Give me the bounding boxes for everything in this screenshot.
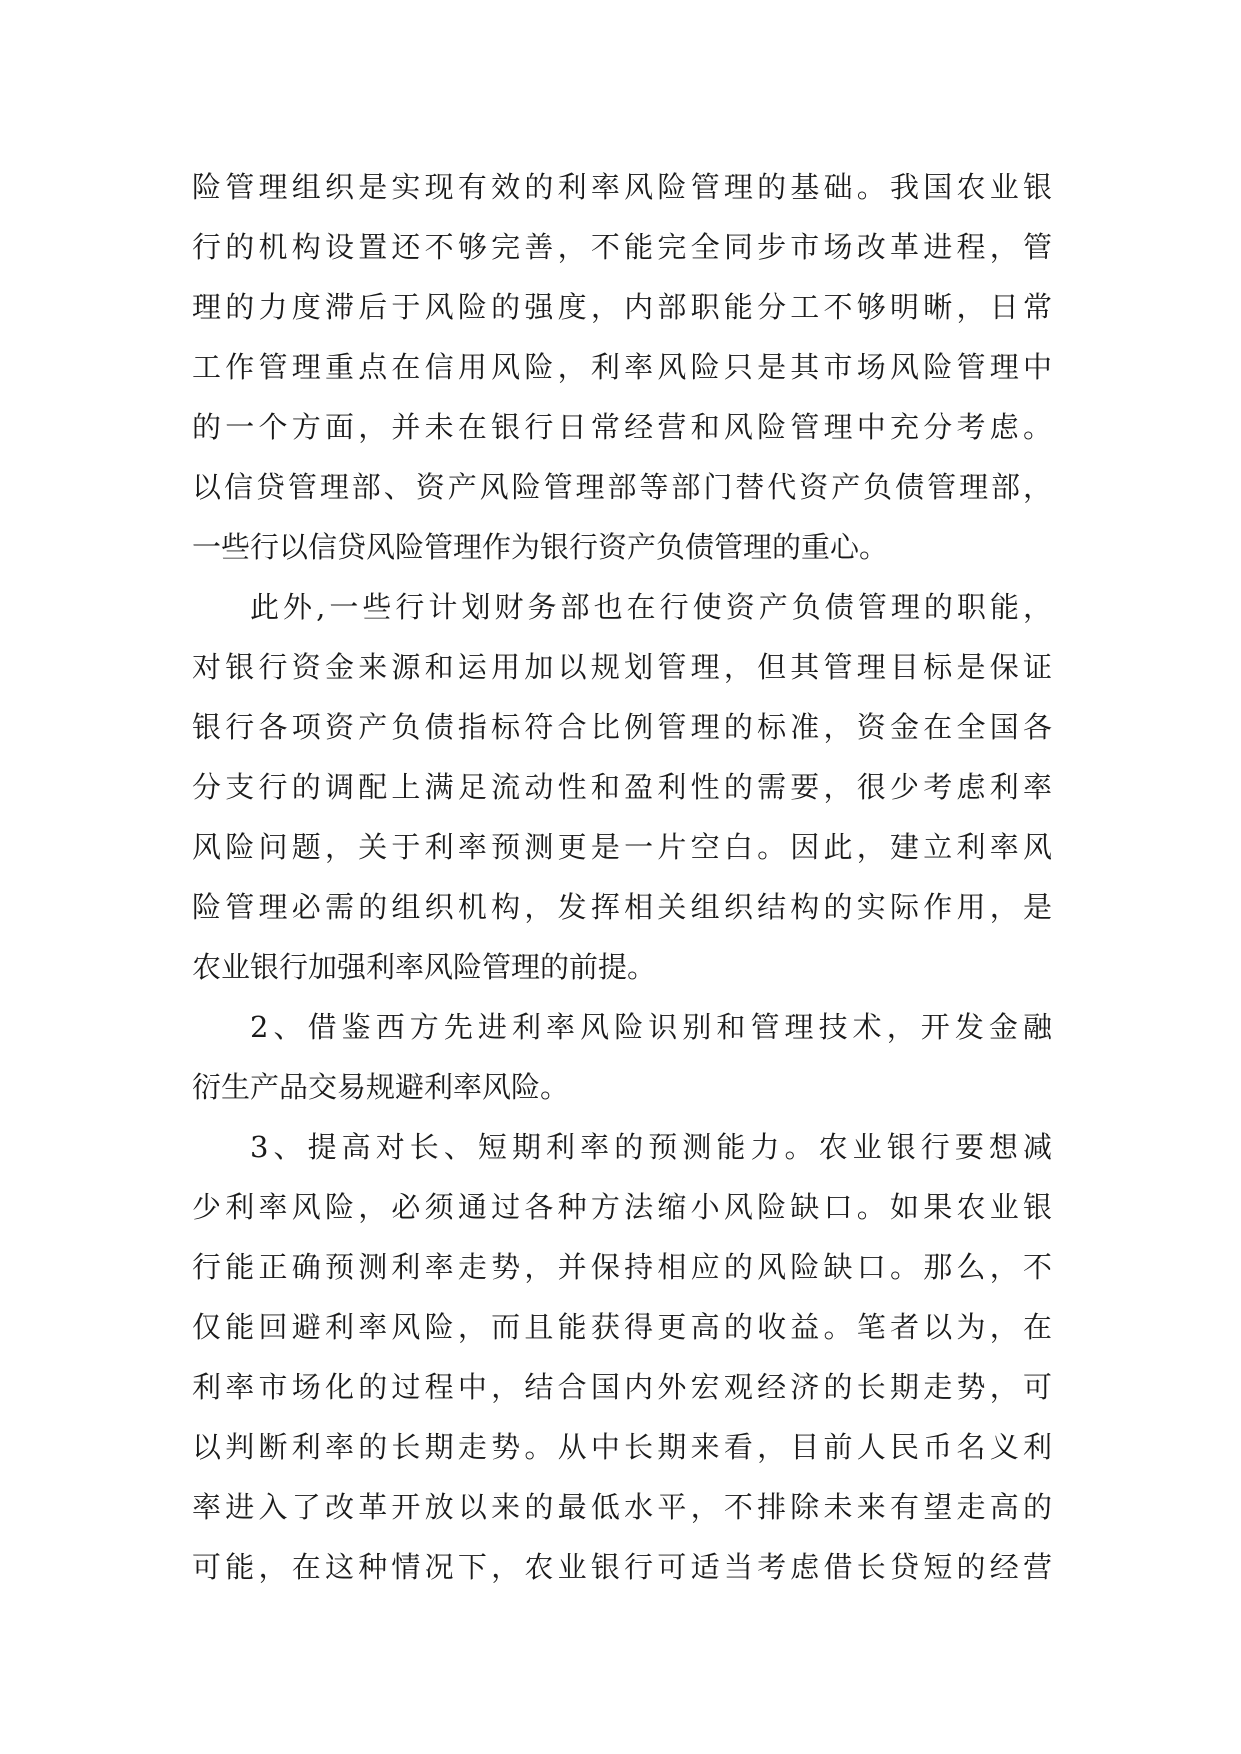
text-line: 少利率风险，必须通过各种方法缩小风险缺口。如果农业银: [192, 1190, 1052, 1224]
text-line: 风险问题，关于利率预测更是一片空白。因此，建立利率风: [192, 830, 1052, 864]
text-line: 对银行资金来源和运用加以规划管理，但其管理目标是保证: [192, 650, 1052, 684]
text-line: 险管理组织是实现有效的利率风险管理的基础。我国农业银: [192, 170, 1052, 204]
text-line: 可能，在这种情况下，农业银行可适当考虑借长贷短的经营: [192, 1550, 1052, 1584]
text-line: 分支行的调配上满足流动性和盈利性的需要，很少考虑利率: [192, 770, 1052, 804]
text-line: 以判断利率的长期走势。从中长期来看，目前人民币名义利: [192, 1430, 1052, 1464]
text-line: 银行各项资产负债指标符合比例管理的标准，资金在全国各: [192, 710, 1052, 744]
text-line: 一些行以信贷风险管理作为银行资产负债管理的重心。: [192, 530, 889, 564]
text-line: 利率市场化的过程中，结合国内外宏观经济的长期走势，可: [192, 1370, 1052, 1404]
text-line: 2、借鉴西方先进利率风险识别和管理技术，开发金融: [250, 1010, 1052, 1044]
text-line: 行能正确预测利率走势，并保持相应的风险缺口。那么，不: [192, 1250, 1052, 1284]
text-line: 3、提高对长、短期利率的预测能力。农业银行要想减: [250, 1130, 1052, 1164]
body-text: [192, 157, 1052, 1597]
text-line: 衍生产品交易规避利率风险。: [192, 1070, 570, 1104]
text-line: 工作管理重点在信用风险，利率风险只是其市场风险管理中: [192, 350, 1052, 384]
text-line: 险管理必需的组织机构，发挥相关组织结构的实际作用，是: [192, 890, 1052, 924]
text-line: 仅能回避利率风险，而且能获得更高的收益。笔者以为，在: [192, 1310, 1052, 1344]
text-line: 以信贷管理部、资产风险管理部等部门替代资产负债管理部，: [192, 470, 1052, 504]
text-line: 率进入了改革开放以来的最低水平，不排除未来有望走高的: [192, 1490, 1052, 1524]
text-line: 的一个方面，并未在银行日常经营和风险管理中充分考虑。: [192, 410, 1052, 444]
text-line: 农业银行加强利率风险管理的前提。: [192, 950, 657, 984]
text-line: 理的力度滞后于风险的强度，内部职能分工不够明晰，日常: [192, 290, 1052, 324]
text-line: 此外,一些行计划财务部也在行使资产负债管理的职能，: [250, 590, 1052, 624]
text-line: 行的机构设置还不够完善，不能完全同步市场改革进程，管: [192, 230, 1052, 264]
